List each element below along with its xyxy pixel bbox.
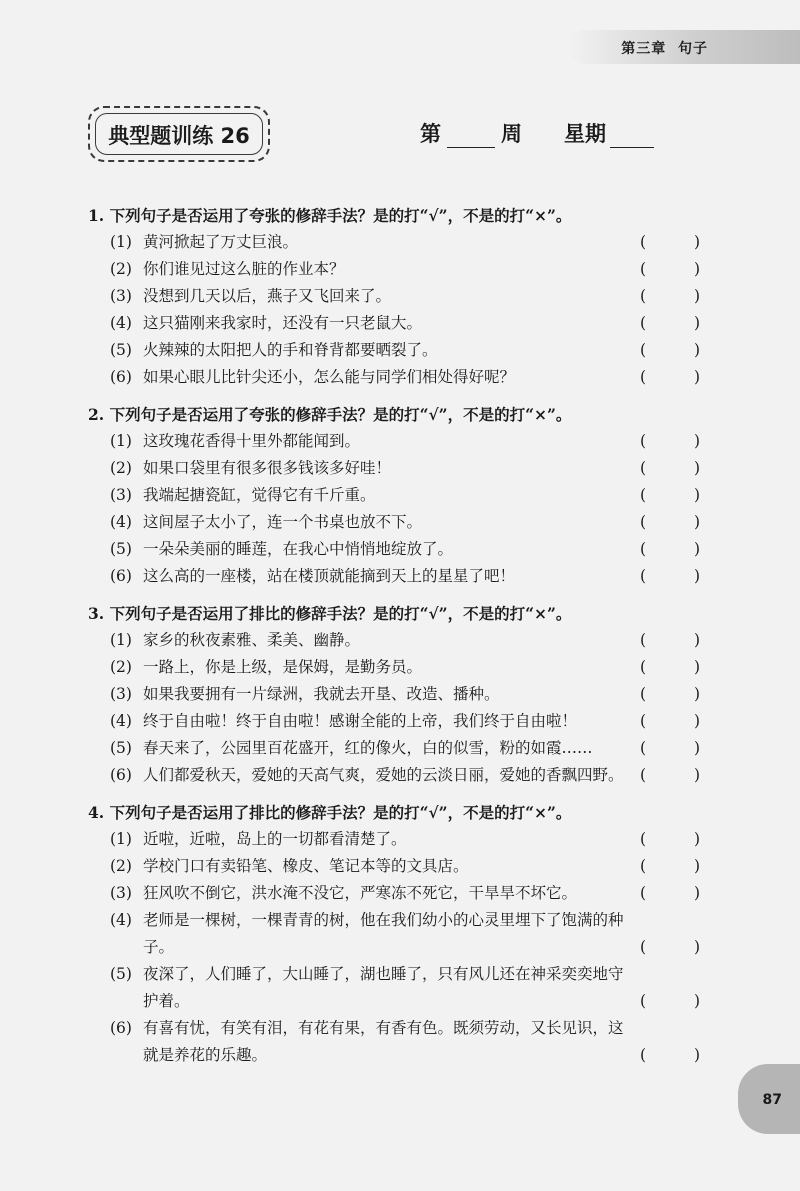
item-text: 我端起搪瓷缸，觉得它有千斤重。 (143, 486, 376, 504)
open-paren: ( (640, 739, 647, 757)
item-text: 一路上，你是上级，是保姆，是勤务员。 (143, 658, 423, 676)
open-paren: ( (640, 368, 647, 386)
answer-blank[interactable] (640, 482, 700, 509)
item-number: (5) (110, 965, 132, 983)
item-number: (1) (110, 631, 132, 649)
close-paren: ) (693, 992, 700, 1010)
open-paren: ( (640, 631, 647, 649)
question-item (88, 283, 708, 310)
question-title: 3. 下列句子是否运用了排比的修辞手法？是的打“√”，不是的打“×”。 (88, 604, 572, 623)
item-text: 终于自由啦！终于自由啦！感谢全能的上帝，我们终于自由啦！ (143, 712, 578, 730)
question-item (88, 563, 708, 590)
answer-blank[interactable] (640, 1042, 700, 1069)
open-paren: ( (640, 938, 647, 956)
item-text: 学校门口有卖铅笔、橡皮、笔记本等的文具店。 (143, 857, 469, 875)
question-item (88, 961, 708, 1015)
open-paren: ( (640, 712, 647, 730)
question-item (88, 428, 708, 455)
answer-blank[interactable] (640, 681, 700, 708)
question-item (88, 735, 708, 762)
answer-blank[interactable] (640, 256, 700, 283)
open-paren: ( (640, 287, 647, 305)
item-number: (5) (110, 739, 132, 757)
open-paren: ( (640, 685, 647, 703)
close-paren: ) (693, 567, 700, 585)
question-item (88, 654, 708, 681)
questions-container (88, 202, 708, 1079)
question-item (88, 880, 708, 907)
answer-blank[interactable] (640, 536, 700, 563)
item-number: (3) (110, 287, 132, 305)
open-paren: ( (640, 260, 647, 278)
open-paren: ( (640, 233, 647, 251)
item-text: 火辣辣的太阳把人的手和脊背都要晒裂了。 (143, 341, 438, 359)
answer-blank[interactable] (640, 563, 700, 590)
answer-blank[interactable] (640, 283, 700, 310)
close-paren: ) (693, 938, 700, 956)
item-text: 你们谁见过这么脏的作业本？ (143, 260, 345, 278)
week-label-zhou: 周 (501, 121, 522, 146)
answer-blank[interactable] (640, 708, 700, 735)
answer-blank[interactable] (640, 229, 700, 256)
close-paren: ) (693, 513, 700, 531)
item-text: 如果心眼儿比针尖还小，怎么能与同学们相处得好呢？ (143, 368, 516, 386)
answer-blank[interactable] (640, 880, 700, 907)
answer-blank[interactable] (640, 627, 700, 654)
item-number: (6) (110, 368, 132, 386)
question-title: 4. 下列句子是否运用了排比的修辞手法？是的打“√”，不是的打“×”。 (88, 803, 572, 822)
item-number: (5) (110, 540, 132, 558)
close-paren: ) (693, 739, 700, 757)
question-item (88, 337, 708, 364)
open-paren: ( (640, 766, 647, 784)
item-number: (1) (110, 830, 132, 848)
item-text: 这只猫刚来我家时，还没有一只老鼠大。 (143, 314, 423, 332)
question-item (88, 1015, 708, 1069)
item-text: 这么高的一座楼，站在楼顶就能摘到天上的星星了吧！ (143, 567, 516, 585)
close-paren: ) (693, 631, 700, 649)
item-number: (6) (110, 567, 132, 585)
question-block (88, 202, 708, 391)
question-item (88, 708, 708, 735)
item-text: 一朵朵美丽的睡莲，在我心中悄悄地绽放了。 (143, 540, 454, 558)
open-paren: ( (640, 658, 647, 676)
item-text: 黄河掀起了万丈巨浪。 (143, 233, 299, 251)
open-paren: ( (640, 314, 647, 332)
open-paren: ( (640, 830, 647, 848)
exercise-title: 典型题训练 26 (108, 124, 250, 148)
open-paren: ( (640, 1046, 647, 1064)
close-paren: ) (693, 658, 700, 676)
question-item (88, 762, 708, 789)
item-number: (4) (110, 314, 132, 332)
weekday-blank (610, 123, 654, 148)
question-item (88, 256, 708, 283)
close-paren: ) (693, 260, 700, 278)
item-text: 有喜有忧，有笑有泪，有花有果，有香有色。既须劳动，又长见识，这就是养花的乐趣。 (143, 1019, 624, 1064)
question-item (88, 509, 708, 536)
question-item (88, 853, 708, 880)
question-title: 1. 下列句子是否运用了夸张的修辞手法？是的打“√”，不是的打“×”。 (88, 206, 572, 225)
open-paren: ( (640, 540, 647, 558)
item-number: (4) (110, 513, 132, 531)
item-text: 没想到几天以后，燕子又飞回来了。 (143, 287, 392, 305)
item-number: (2) (110, 459, 132, 477)
item-text: 老师是一棵树，一棵青青的树，他在我们幼小的心灵里埋下了饱满的种子。 (143, 911, 624, 956)
close-paren: ) (693, 314, 700, 332)
item-text: 这玫瑰花香得十里外都能闻到。 (143, 432, 361, 450)
close-paren: ) (693, 432, 700, 450)
close-paren: ) (693, 685, 700, 703)
close-paren: ) (693, 233, 700, 251)
open-paren: ( (640, 857, 647, 875)
item-text: 家乡的秋夜素雅、柔美、幽静。 (143, 631, 361, 649)
open-paren: ( (640, 992, 647, 1010)
page-number: 87 (762, 1092, 782, 1108)
chapter-header (621, 38, 708, 58)
item-number: (3) (110, 486, 132, 504)
close-paren: ) (693, 857, 700, 875)
item-number: (1) (110, 432, 132, 450)
question-item (88, 536, 708, 563)
item-number: (6) (110, 766, 132, 784)
item-text: 近啦，近啦，岛上的一切都看清楚了。 (143, 830, 407, 848)
question-block (88, 799, 708, 1069)
answer-blank[interactable] (640, 337, 700, 364)
answer-blank[interactable] (640, 826, 700, 853)
question-item (88, 907, 708, 961)
week-number-blank (447, 123, 495, 148)
answer-blank[interactable] (640, 509, 700, 536)
question-block (88, 600, 708, 789)
answer-blank[interactable] (640, 364, 700, 391)
item-number: (4) (110, 911, 132, 929)
question-item (88, 627, 708, 654)
item-text: 人们都爱秋天，爱她的天高气爽，爱她的云淡日丽，爱她的香飘四野。 (143, 766, 624, 784)
question-item (88, 455, 708, 482)
item-text: 如果我要拥有一片绿洲，我就去开垦、改造、播种。 (143, 685, 500, 703)
close-paren: ) (693, 884, 700, 902)
exercise-title-box (88, 106, 270, 162)
item-text: 如果口袋里有很多很多钱该多好哇！ (143, 459, 392, 477)
open-paren: ( (640, 567, 647, 585)
answer-blank[interactable] (640, 988, 700, 1015)
answer-blank[interactable] (640, 310, 700, 337)
close-paren: ) (693, 368, 700, 386)
question-title: 2. 下列句子是否运用了夸张的修辞手法？是的打“√”，不是的打“×”。 (88, 405, 572, 424)
item-number: (4) (110, 712, 132, 730)
question-item (88, 229, 708, 256)
item-number: (3) (110, 884, 132, 902)
answer-blank[interactable] (640, 735, 700, 762)
close-paren: ) (693, 341, 700, 359)
answer-blank[interactable] (640, 762, 700, 789)
item-text: 狂风吹不倒它，洪水淹不没它，严寒冻不死它，干旱旱不坏它。 (143, 884, 578, 902)
open-paren: ( (640, 884, 647, 902)
answer-blank[interactable] (640, 853, 700, 880)
question-item (88, 681, 708, 708)
close-paren: ) (693, 540, 700, 558)
open-paren: ( (640, 341, 647, 359)
answer-blank[interactable] (640, 455, 700, 482)
week-label-di: 第 (420, 121, 441, 146)
open-paren: ( (640, 513, 647, 531)
open-paren: ( (640, 459, 647, 477)
week-line (420, 118, 654, 148)
item-number: (6) (110, 1019, 132, 1037)
close-paren: ) (693, 486, 700, 504)
question-item (88, 482, 708, 509)
close-paren: ) (693, 287, 700, 305)
answer-blank[interactable] (640, 428, 700, 455)
open-paren: ( (640, 486, 647, 504)
section-label: 句子 (678, 41, 708, 57)
chapter-label: 第三章 (621, 41, 667, 57)
close-paren: ) (693, 830, 700, 848)
item-number: (2) (110, 260, 132, 278)
item-number: (1) (110, 233, 132, 251)
item-number: (2) (110, 857, 132, 875)
answer-blank[interactable] (640, 654, 700, 681)
question-item (88, 826, 708, 853)
close-paren: ) (693, 1046, 700, 1064)
question-item (88, 310, 708, 337)
item-number: (5) (110, 341, 132, 359)
item-number: (3) (110, 685, 132, 703)
close-paren: ) (693, 766, 700, 784)
answer-blank[interactable] (640, 934, 700, 961)
question-item (88, 364, 708, 391)
question-block (88, 401, 708, 590)
item-number: (2) (110, 658, 132, 676)
item-text: 夜深了，人们睡了，大山睡了，湖也睡了，只有风儿还在神采奕奕地守护着。 (143, 965, 624, 1010)
close-paren: ) (693, 712, 700, 730)
item-text: 春天来了，公园里百花盛开，红的像火，白的似雪，粉的如霞…… (143, 739, 593, 757)
weekday-label: 星期 (564, 121, 606, 146)
item-text: 这间屋子太小了，连一个书桌也放不下。 (143, 513, 423, 531)
open-paren: ( (640, 432, 647, 450)
close-paren: ) (693, 459, 700, 477)
